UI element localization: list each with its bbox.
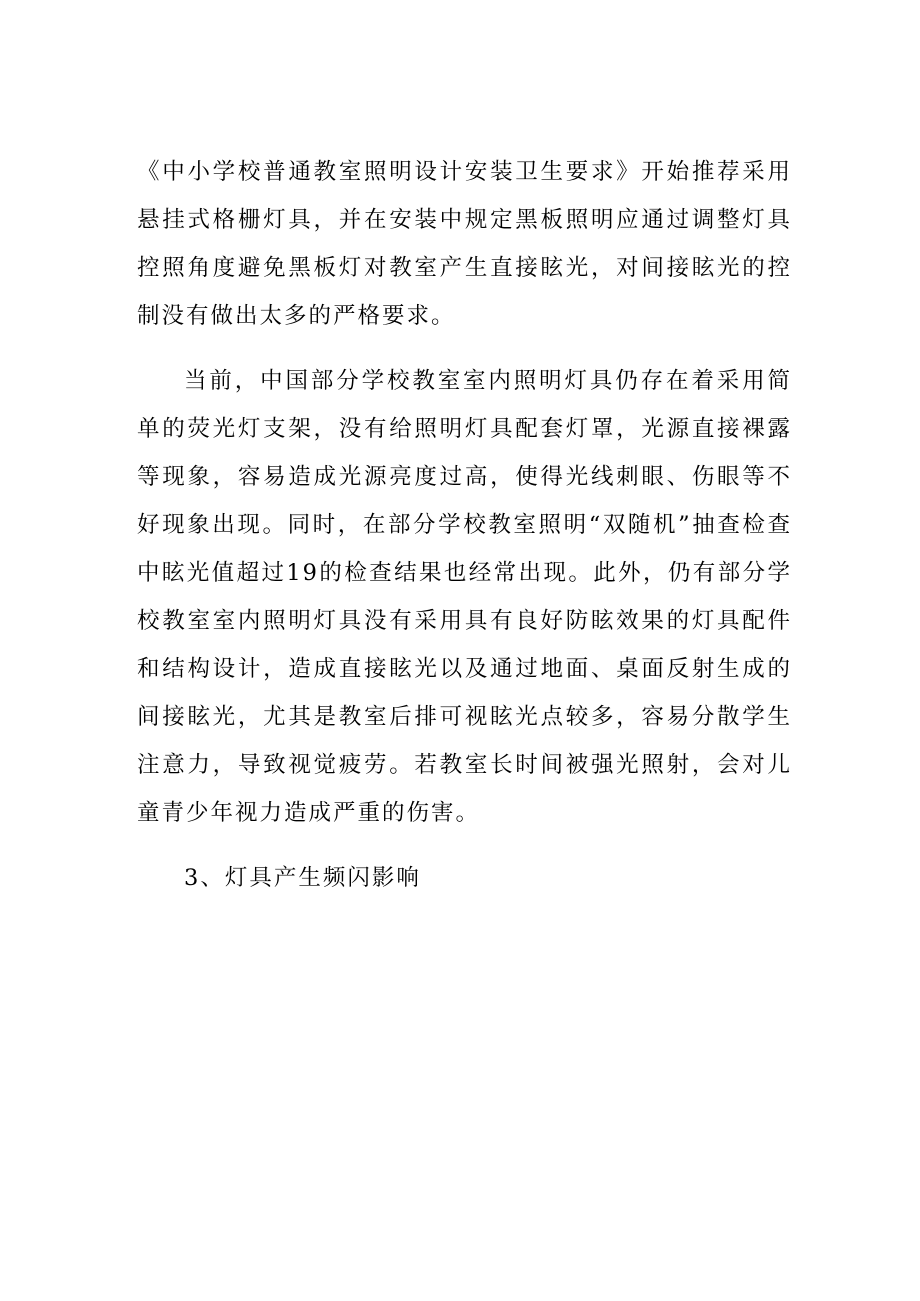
paragraph-1: 《中小学校普通教室照明设计安装卫生要求》开始推荐采用悬挂式格栅灯具，并在安装中规定黑板照明应通过调整灯具控照角度避免黑板灯对教室产生直接眩光，对间接眩光的控制没有做出太多的严格要求。 — [137, 159, 792, 329]
document-body — [137, 148, 792, 902]
paragraph-2: 当前，中国部分学校教室室内照明灯具仍存在着采用简单的荧光灯支架，没有给照明灯具配套灯罩，光源直接裸露等现象，容易造成光源亮度过高，使得光线刺眼、伤眼等不好现象出现。同时，在部分学校教室照明“双随机”抽查检查中眩光值超过19的检查结果也经常出现。此外，仍有部分学校教室室内照明灯具没有采用具有良好防眩效果的灯具配件和结构设计，造成直接眩光以及通过地面、桌面反射生成的间接眩光，尤其是教室后排可视眩光点较多，容易分散学生注意力，导致视觉疲劳。若教室长时间被强光照射，会对儿童青少年视力造成严重的伤害。 — [137, 368, 792, 826]
section-heading: 3、灯具产生频闪影响 — [184, 865, 421, 891]
